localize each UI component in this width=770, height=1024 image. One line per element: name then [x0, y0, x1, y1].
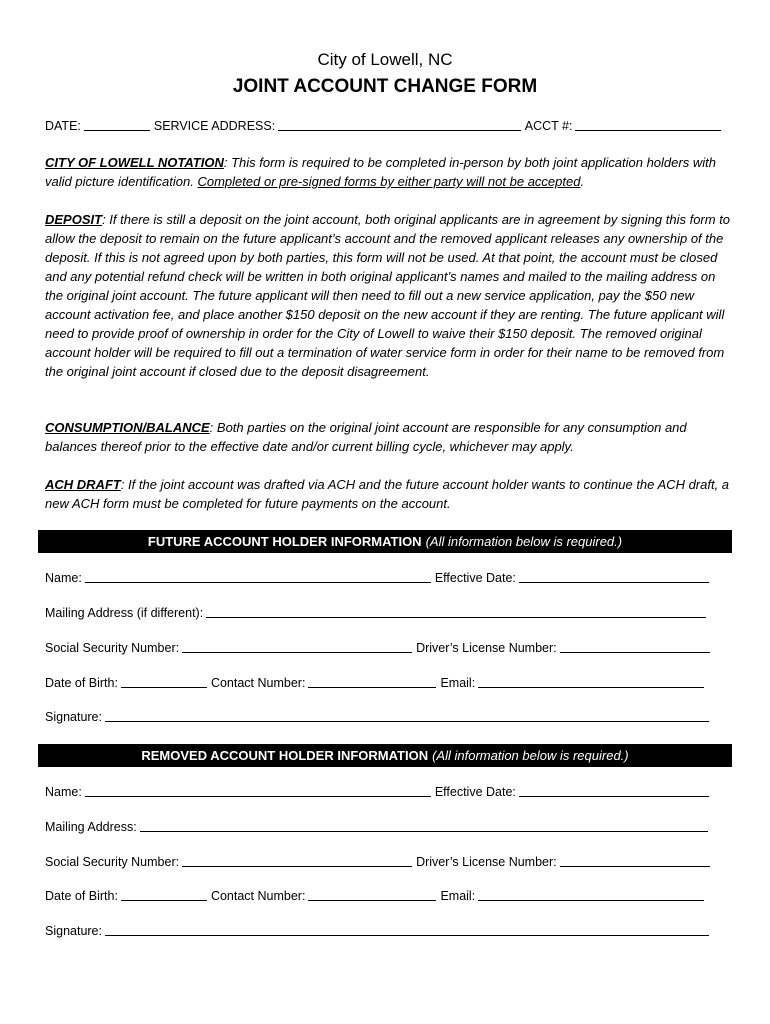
notation-paragraph: [45, 153, 733, 191]
removed-mailing-row: [45, 819, 725, 834]
ach-paragraph: [45, 475, 733, 513]
future-signature-row: [45, 709, 725, 724]
removed-dl-label: Driver’s License Number:: [416, 855, 557, 869]
notation-text: : This form is required to be completed in-person by both joint application holders with valid picture identification.: [45, 155, 716, 189]
removed-signature-row: [45, 923, 725, 938]
ach-text: : If the joint account was drafted via ACH and the future account holder wants to continue the ACH draft, a new ACH form must be completed for future payments on the account.: [45, 477, 730, 511]
removed-mailing-field[interactable]: [140, 819, 708, 832]
notation-end: .: [580, 174, 585, 189]
notation-underlined: Completed or pre-signed forms by either party will not be accepted: [197, 174, 581, 189]
removed-effective-date-label: Effective Date:: [434, 785, 516, 799]
removed-name-field[interactable]: [85, 784, 431, 797]
service-address-field[interactable]: [278, 118, 521, 131]
service-address-label: SERVICE ADDRESS:: [153, 119, 276, 133]
future-email-field[interactable]: [478, 675, 704, 688]
removed-name-row: [45, 784, 725, 799]
removed-dob-row: [45, 888, 725, 903]
future-signature-label: Signature:: [45, 710, 102, 724]
form-title: JOINT ACCOUNT CHANGE FORM: [232, 76, 538, 97]
future-signature-field[interactable]: [105, 709, 709, 722]
future-dob-row: [45, 675, 725, 690]
date-field[interactable]: [84, 118, 150, 131]
consumption-paragraph: [45, 418, 733, 456]
removed-ssn-field[interactable]: [182, 854, 412, 867]
future-dob-field[interactable]: [121, 675, 207, 688]
removed-email-label: Email:: [440, 889, 476, 903]
date-label: DATE:: [45, 119, 81, 133]
future-email-label: Email:: [440, 676, 476, 690]
future-contact-field[interactable]: [308, 675, 436, 688]
consumption-heading: CONSUMPTION/BALANCE: [45, 420, 210, 435]
future-ssn-label: Social Security Number:: [45, 641, 180, 655]
removed-name-label: Name:: [45, 785, 82, 799]
future-section-header: [38, 530, 732, 553]
future-name-row: [45, 570, 725, 585]
removed-dl-field[interactable]: [560, 854, 710, 867]
future-contact-label: Contact Number:: [210, 676, 306, 690]
deposit-paragraph: [45, 210, 733, 381]
future-mailing-field[interactable]: [206, 605, 706, 618]
removed-dob-field[interactable]: [121, 888, 207, 901]
future-effective-date-field[interactable]: [519, 570, 709, 583]
notation-heading: CITY OF LOWELL NOTATION: [45, 155, 224, 170]
future-name-field[interactable]: [85, 570, 431, 583]
deposit-heading: DEPOSIT: [45, 212, 103, 227]
acct-field[interactable]: [575, 118, 721, 131]
removed-contact-field[interactable]: [308, 888, 436, 901]
removed-section-header: [38, 744, 732, 767]
removed-ssn-label: Social Security Number:: [45, 855, 180, 869]
consumption-text: : Both parties on the original joint account are responsible for any consumption and balances thereof prior to the effective date and/or current billing cycle, whichever may apply.: [45, 420, 687, 454]
removed-signature-field[interactable]: [105, 923, 709, 936]
top-fields-row: [45, 118, 725, 133]
ach-heading: ACH DRAFT: [45, 477, 121, 492]
future-dob-label: Date of Birth:: [45, 676, 118, 690]
future-dl-field[interactable]: [560, 640, 710, 653]
removed-header-bold: REMOVED ACCOUNT HOLDER INFORMATION: [141, 748, 429, 763]
removed-email-field[interactable]: [478, 888, 704, 901]
future-header-bold: FUTURE ACCOUNT HOLDER INFORMATION: [147, 534, 422, 549]
removed-mailing-label: Mailing Address:: [45, 820, 137, 834]
removed-contact-label: Contact Number:: [210, 889, 306, 903]
future-dl-label: Driver’s License Number:: [416, 641, 557, 655]
removed-header-italic: (All information below is required.): [432, 748, 629, 763]
deposit-text: : If there is still a deposit on the joint account, both original applicants are in agreement by signing this form to allow the deposit to remain on the future applicant’s account and the removed applicant releases any ownership of the deposit. If this is not agreed upon by both parties, this form will not be used. At that point, the account must be closed and any potential refund check will be written in both original applicant’s names and mailed to the mailing address on the original joint account. The future applicant will then need to fill out a new service application, pay the $50 new account activation fee, and place another $150 deposit on the new account if they are renting. The future applicant will need to provide proof of ownership in order for the City of Lowell to waive their $150 deposit. The removed original account holder will be required to fill out a termination of water service form in order for their name to be removed from the original joint account if closed due to the deposit disagreement.: [45, 212, 731, 379]
future-ssn-row: [45, 640, 725, 655]
removed-signature-label: Signature:: [45, 924, 102, 938]
removed-ssn-row: [45, 854, 725, 869]
future-header-italic: (All information below is required.): [425, 534, 623, 549]
removed-effective-date-field[interactable]: [519, 784, 709, 797]
removed-dob-label: Date of Birth:: [45, 889, 118, 903]
future-mailing-row: [45, 605, 725, 620]
future-ssn-field[interactable]: [182, 640, 412, 653]
acct-label: ACCT #:: [524, 119, 573, 133]
future-name-label: Name:: [45, 571, 82, 585]
city-name: City of Lowell, NC: [317, 50, 453, 69]
future-effective-date-label: Effective Date:: [434, 571, 516, 585]
future-mailing-label: Mailing Address (if different):: [45, 606, 204, 620]
